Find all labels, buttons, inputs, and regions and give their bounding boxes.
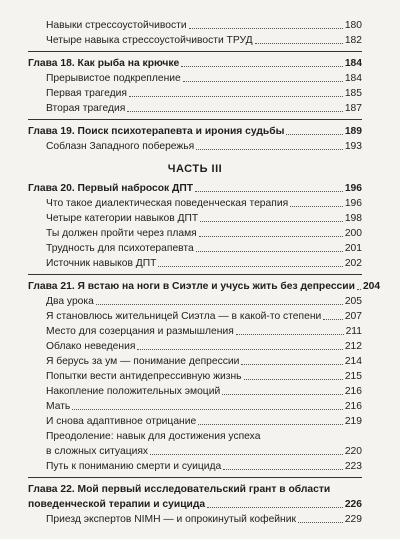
toc-entry: Навыки стрессоустойчивости 180 — [46, 20, 362, 31]
toc-entry-continuation: в сложных ситуациях 220 — [46, 446, 362, 457]
toc-entry: Облако неведения 212 — [46, 341, 362, 352]
toc-entry: Прерывистое подкрепление 184 — [46, 73, 362, 84]
chapter-22-heading: Глава 22. Мой первый исследовательский грант в области — [28, 484, 331, 495]
chapter-divider — [28, 477, 362, 478]
toc-entry: Вторая трагедия 187 — [46, 103, 362, 114]
table-of-contents — [28, 17, 381, 526]
chapter-divider — [28, 274, 362, 275]
toc-entry: Путь к пониманию смерти и суицида 223 — [46, 461, 362, 472]
toc-entry: Трудность для психотерапевта 201 — [46, 243, 362, 254]
toc-entry: Накопление положительных эмоций 216 — [46, 386, 362, 397]
toc-entry: Я становлюсь жительницей Сиэтла — в какой-то степени 207 — [46, 311, 362, 322]
toc-entry: Что такое диалектическая поведенческая терапия 196 — [46, 198, 362, 209]
toc-entry: Четыре навыка стрессоустойчивости ТРУД 182 — [46, 35, 362, 46]
toc-entry: Преодоление: навык для достижения успеха — [46, 431, 261, 442]
toc-entry: Попытки вести антидепрессивную жизнь 215 — [46, 371, 362, 382]
toc-entry: И снова адаптивное отрицание 219 — [46, 416, 362, 427]
chapter-22-heading-continuation: поведенческой терапии и суицида 226 — [28, 499, 362, 510]
toc-entry: Приезд экспертов NIMH — и опрокинутый кофейник 229 — [46, 514, 362, 525]
chapter-18-heading: Глава 18. Как рыба на крючке 184 — [28, 58, 362, 69]
chapter-21-heading: Глава 21. Я встаю на ноги в Сиэтле и учусь жить без депрессии 204 — [28, 281, 381, 292]
toc-entry: Соблазн Западного побережья 193 — [46, 141, 362, 152]
toc-entry: Я берусь за ум — понимание депрессии 214 — [46, 356, 362, 367]
toc-entry: Первая трагедия 185 — [46, 88, 362, 99]
toc-entry: Два урока 205 — [46, 296, 362, 307]
toc-entry: Ты должен пройти через пламя 200 — [46, 228, 362, 239]
toc-entry: Четыре категории навыков ДПТ 198 — [46, 213, 362, 224]
chapter-divider — [28, 51, 362, 52]
chapter-divider — [28, 119, 362, 120]
part-heading: ЧАСТЬ III — [167, 163, 223, 175]
chapter-19-heading: Глава 19. Поиск психотерапевта и ирония судьбы 189 — [28, 126, 362, 137]
toc-entry: Источник навыков ДПТ 202 — [46, 258, 362, 269]
toc-entry: Место для созерцания и размышления 211 — [46, 326, 362, 337]
toc-entry: Мать 216 — [46, 401, 362, 412]
chapter-20-heading: Глава 20. Первый набросок ДПТ 196 — [28, 183, 362, 194]
